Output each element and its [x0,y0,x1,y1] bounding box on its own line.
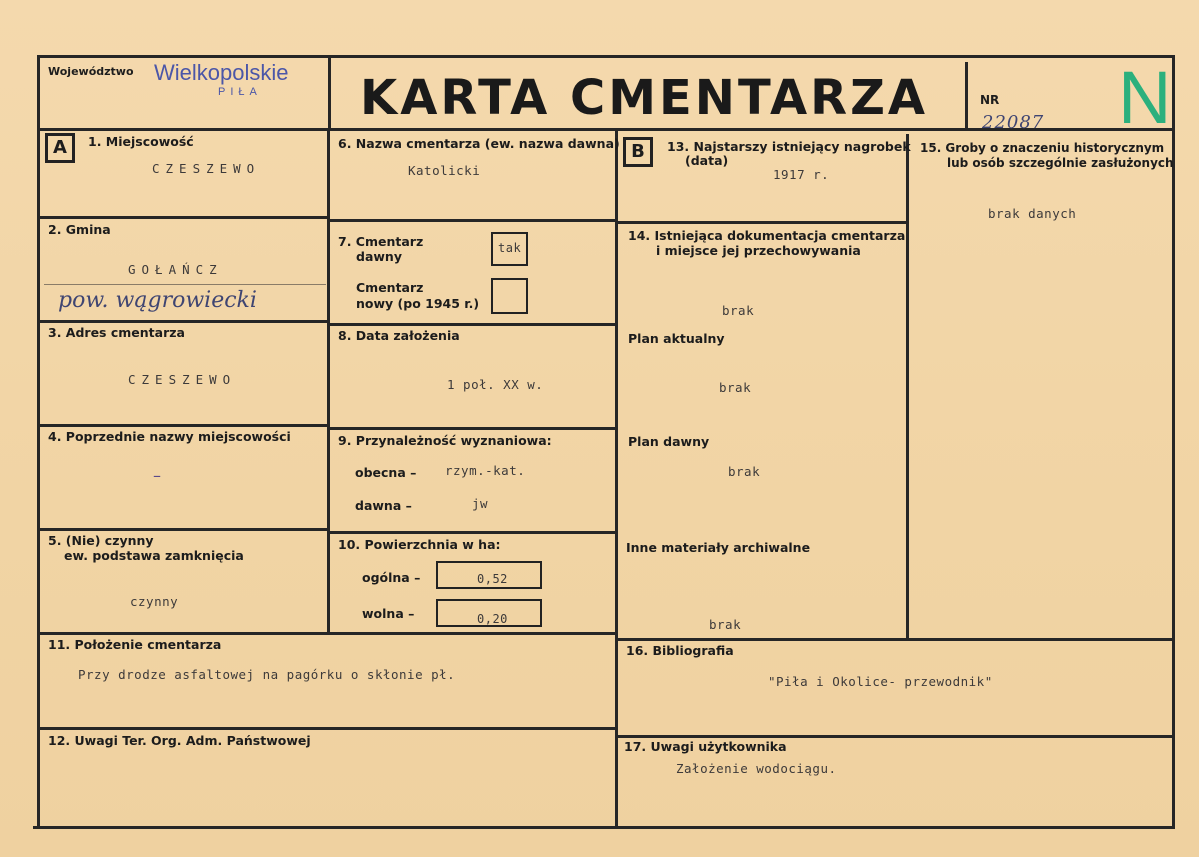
row-line-l4 [38,528,328,531]
inne-materialy-value: brak [709,617,742,632]
frame-bottom [33,826,1175,829]
field-16-label: 16. Bibliografia [626,643,734,658]
field-5-value: czynny [130,594,179,609]
row-line-16 [616,638,1173,641]
section-b-badge: B [623,137,653,167]
field-5-label-2: ew. podstawa zamknięcia [64,548,244,563]
field-10-wolna-box [436,599,542,627]
field-2-handwriting: pow. wągrowiecki [58,288,257,313]
field-11-label: 11. Położenie cmentarza [48,637,222,652]
field-10-label: 10. Powierzchnia w ha: [338,537,501,552]
checkbox-nowy [491,278,528,314]
field-17-value: Założenie wodociągu. [676,761,837,776]
wojewodztwo-stamp-sub: PIŁA [218,86,262,98]
row-line-l2 [38,320,328,323]
col-divider-3 [906,134,909,639]
header-divider-1 [328,55,331,130]
field-5-label-1: 5. (Nie) czynny [48,533,154,548]
col-divider-1 [327,128,330,633]
col-divider-2 [615,128,618,828]
field-2-value: GOŁAŃCZ [128,262,223,277]
wojewodztwo-label: Województwo [48,65,134,78]
plan-dawny-label: Plan dawny [628,434,710,449]
row-line-m4 [328,531,616,534]
field-7-label-4: nowy (po 1945 r.) [356,296,480,311]
plan-aktualny-label: Plan aktualny [628,331,725,346]
nr-value: 22087 [982,112,1045,133]
field-10-wolna-label: wolna – [362,606,415,621]
row-line-m3 [328,427,616,430]
row-line-l3 [38,424,328,427]
field-9-obecna-value: rzym.-kat. [445,463,526,478]
field-2-label: 2. Gmina [48,222,111,237]
field-15-value: brak danych [988,206,1077,221]
checkbox-dawny-value: tak [498,241,522,255]
field-4-label: 4. Poprzednie nazwy miejscowości [48,429,291,444]
frame-left [37,55,40,828]
field-9-label: 9. Przynależność wyznaniowa: [338,433,552,448]
field-8-label: 8. Data założenia [338,328,460,343]
field-13-label-2: (data) [685,153,729,168]
field-1-value: CZESZEWO [152,161,261,176]
row-line-11 [38,632,616,635]
field-16-value: "Piła i Okolice- przewodnik" [768,674,993,689]
field-9-obecna-label: obecna – [355,465,417,480]
field-14-value: brak [722,303,755,318]
field-7-label-2: dawny [356,249,402,264]
field-14-label-2: i miejsce jej przechowywania [656,243,861,258]
field-6-label: 6. Nazwa cmentarza (ew. nazwa dawna) [338,136,620,151]
category-letter: N [1118,56,1172,139]
card-title: KARTA CMENTARZA [360,70,929,126]
plan-dawny-value: brak [728,464,761,479]
field-3-value: CZESZEWO [128,372,237,387]
field-13-label-1: 13. Najstarszy istniejący nagrobek [667,139,911,154]
section-a-badge: A [45,133,75,163]
field-1-label: 1. Miejscowość [88,134,194,149]
row-line-m1 [328,219,616,222]
field-10-ogolna-label: ogólna – [362,570,421,585]
field-2-underline [44,284,326,285]
row-line-b1 [616,221,908,224]
row-line-m2 [328,323,616,326]
row-line-12 [38,727,616,730]
nr-label: NR [980,93,1000,107]
field-3-label: 3. Adres cmentarza [48,325,185,340]
inne-materialy-label: Inne materiały archiwalne [626,540,811,555]
field-7-label-3: Cmentarz [356,280,424,295]
frame-top [38,55,1173,58]
row-line-l1 [38,216,328,219]
field-6-value: Katolicki [408,163,481,178]
field-10-wolna-value: 0,20 [477,612,508,626]
wojewodztwo-stamp: Wielkopolskie [154,60,289,85]
field-10-ogolna-box [436,561,542,589]
field-11-value: Przy drodze asfaltowej na pagórku o skłonie pł. [78,667,456,682]
field-9-dawna-value: jw [472,496,489,511]
field-17-label: 17. Uwagi użytkownika [624,739,787,754]
field-12-label: 12. Uwagi Ter. Org. Adm. Państwowej [48,733,311,748]
field-10-ogolna-value: 0,52 [477,572,508,586]
field-14-label-1: 14. Istniejąca dokumentacja cmentarza [628,228,906,243]
field-4-value: – [153,466,161,485]
field-13-value: 1917 r. [773,167,830,182]
field-9-dawna-label: dawna – [355,498,412,513]
checkbox-dawny [491,232,528,266]
field-15-label-1: 15. Groby o znaczeniu historycznym [920,141,1165,155]
row-line-17 [616,735,1173,738]
plan-aktualny-value: brak [719,380,752,395]
field-7-label-1: 7. Cmentarz [338,234,424,249]
field-15-label-2: lub osób szczególnie zasłużonych [947,156,1174,170]
field-8-value: 1 poł. XX w. [447,377,544,392]
header-divider-2 [965,62,968,130]
